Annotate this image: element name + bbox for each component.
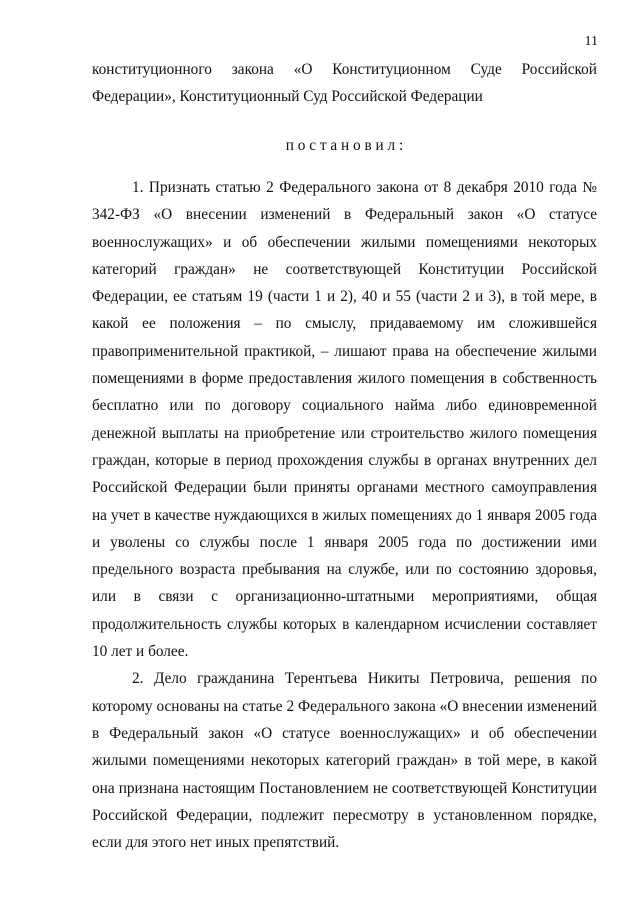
intro-paragraph: конституционного закона «О Конституционном Суде Российской Федерации», Конституционный Суд Российской Федерации <box>92 61 597 106</box>
resolution-heading: п о с т а н о в и л : <box>285 137 404 154</box>
operative-paragraph-2: 2. Дело гражданина Терентьева Никиты Петровича, решения по которому основаны на статье 2 Федерального закона «О внесении изменений в Федеральный закон «О статусе военнослужащих» и об обеспечении жилыми помещениями некоторых категорий граждан» в той мере, в какой она признана настоящим Постановлением не соответствующей Конституции Российской Федерации, подлежит пересмотру в установленном порядке, если для этого нет иных препятствий. <box>92 670 597 852</box>
operative-paragraph-1: 1. Признать статью 2 Федерального закона от 8 декабря 2010 года № 342-ФЗ «О внесении изменений в Федеральный закон «О статусе военнослужащих» и об обеспечении жилыми помещениями некоторых категорий граждан» не соответствующей Конституции Российской Федерации, ее статьям 19 (части 1 и 2), 40 и 55 (части 2 и 3), в той мере, в какой ее положения – по смыслу, придаваемому им сложившейся правоприменительной практикой, – лишают права на обеспечение жилыми помещениями в форме предоставления жилого помещения в собственность бесплатно или по договору социального найма либо единовременной денежной выплаты на приобретение или строительство жилого помещения граждан, которые в период прохождения службы в органах внутренних дел Российской Федерации были приняты органами местного самоуправления на учет в качестве нуждающихся в жилых помещениях до 1 января 2005 года и уволены со службы после 1 января 2005 года по достижении ими предельного возраста пребывания на службе, или по состоянию здоровья, или в связи с организационно-штатными мероприятиями, общая продолжительность службы которых в календарном исчислении составляет 10 лет и более. <box>92 179 597 661</box>
operative-section <box>92 174 597 856</box>
page-number: 11 <box>584 34 598 49</box>
intro-paragraph-block <box>92 56 597 111</box>
